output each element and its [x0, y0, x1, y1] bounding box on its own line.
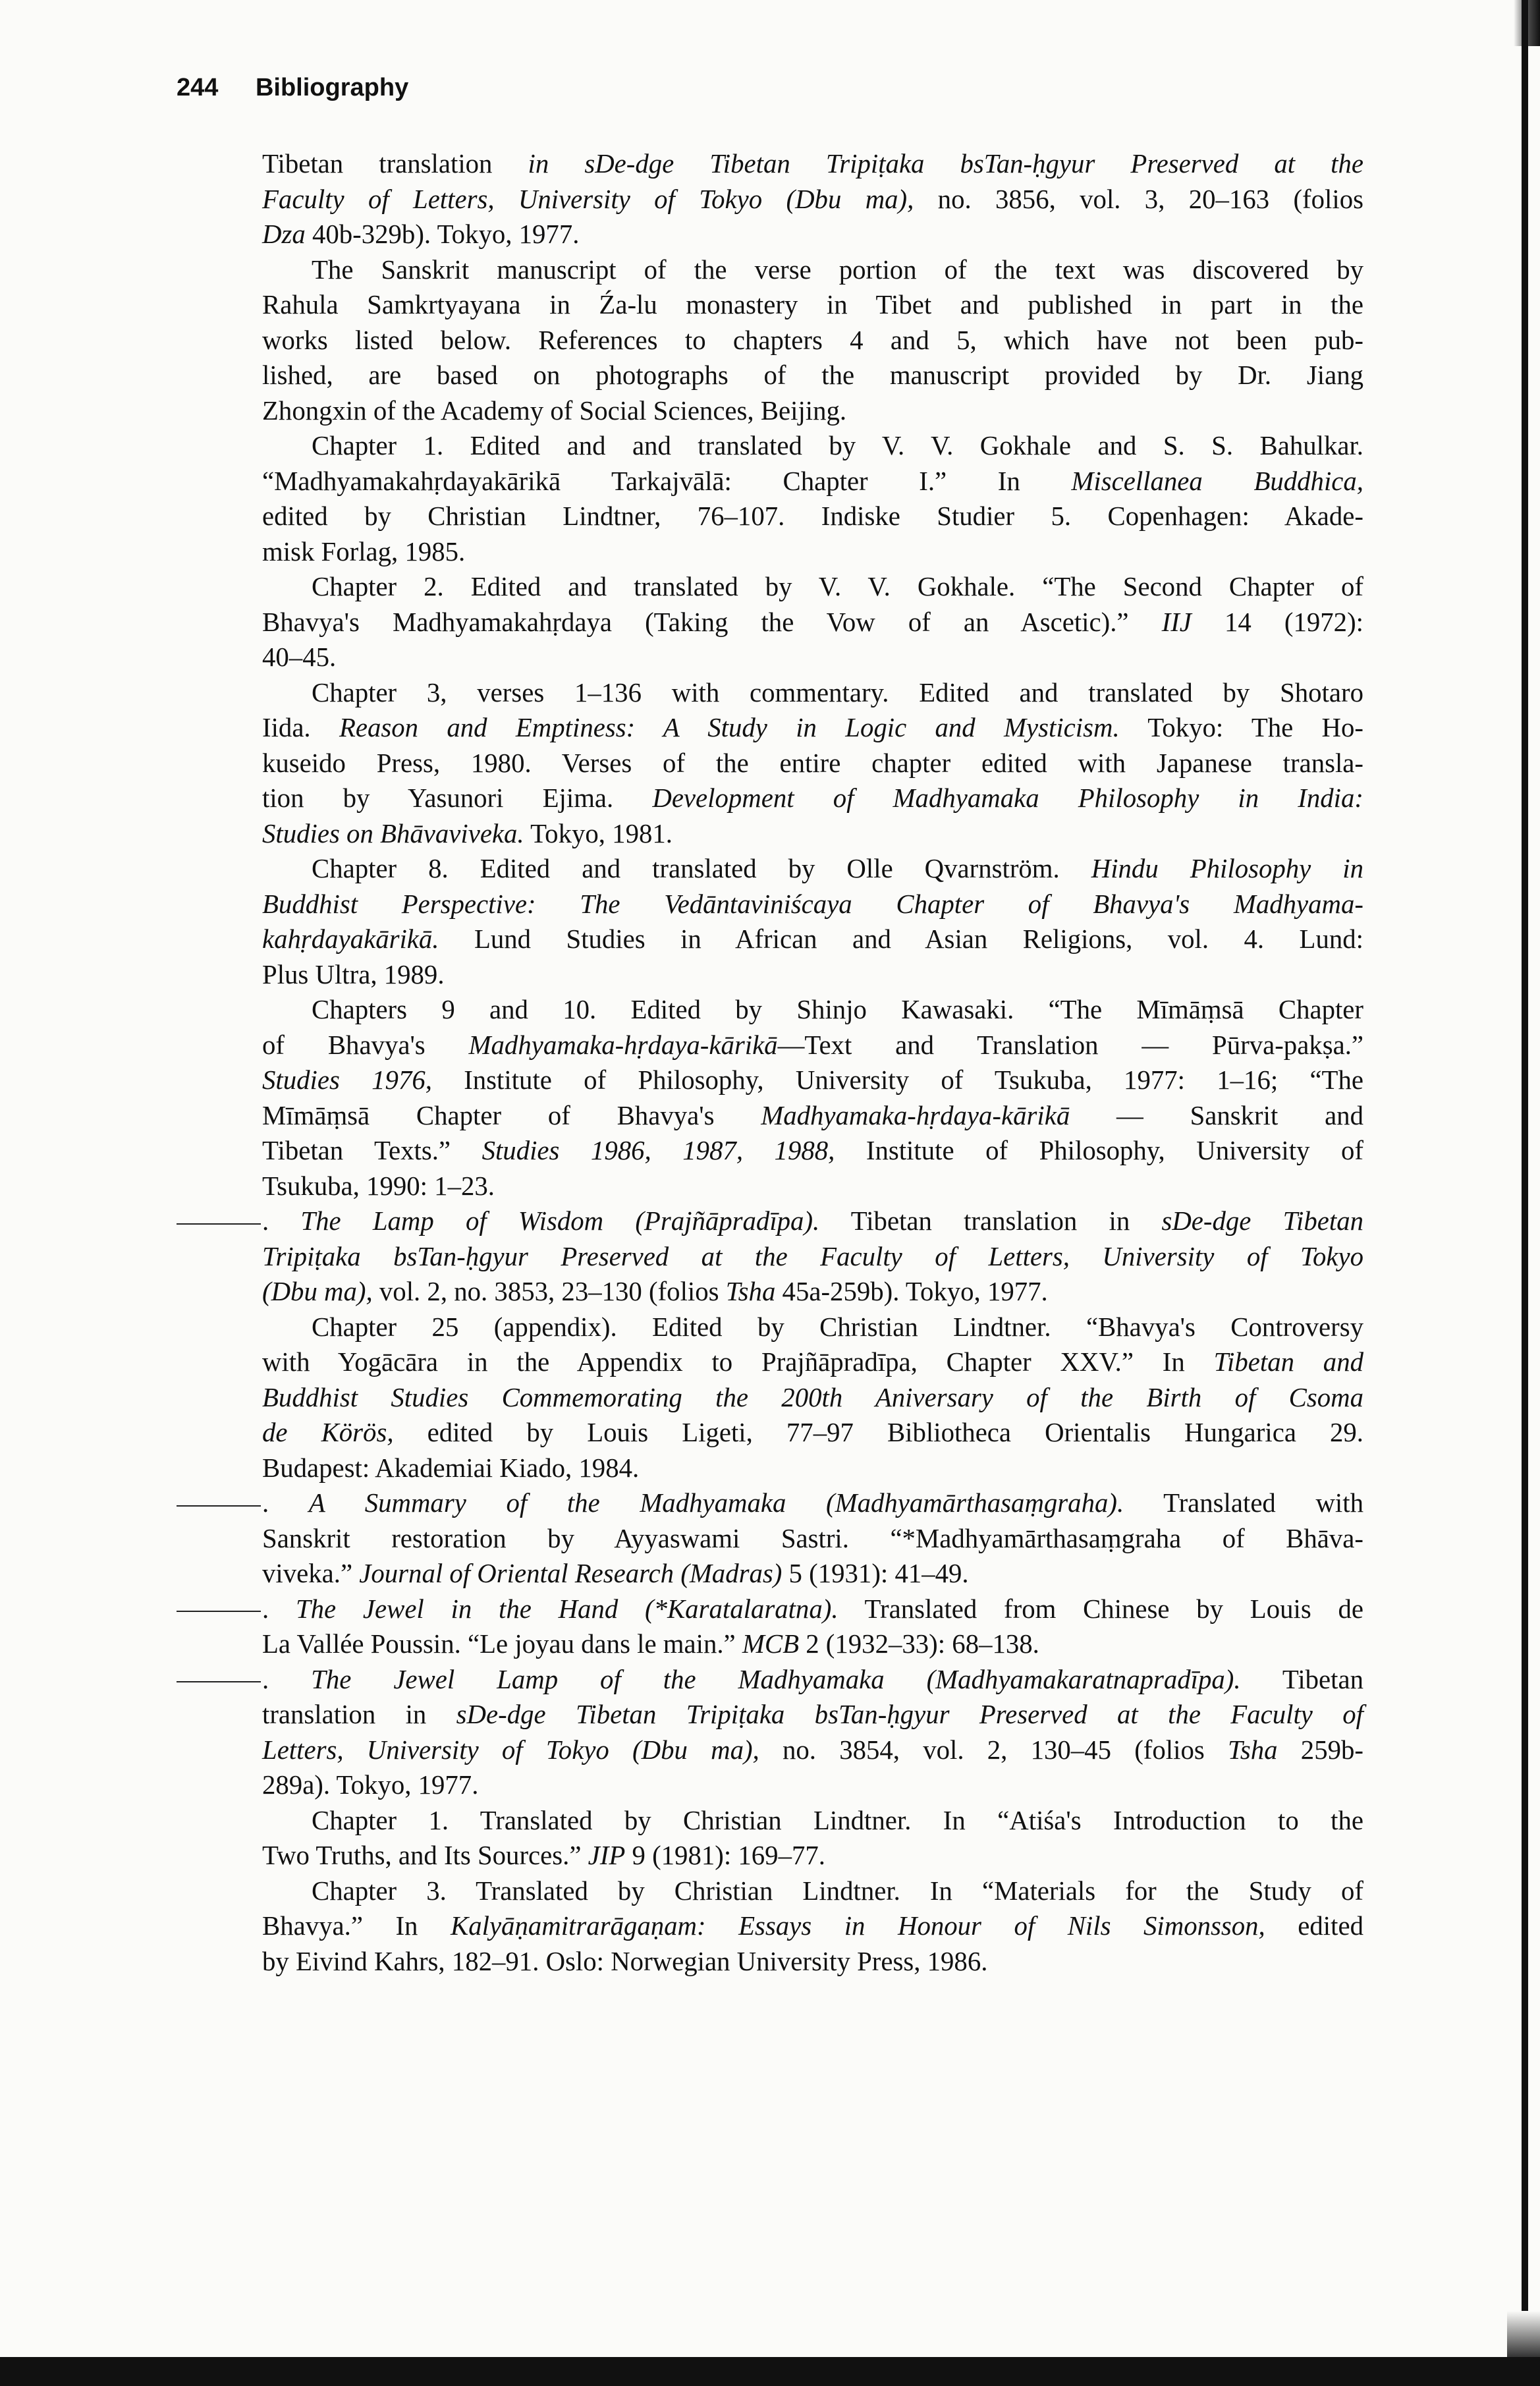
scan-edge-right	[1522, 0, 1528, 2345]
text-line	[262, 1733, 1363, 1768]
citation-text: vol. 2, no. 3853, 23–130 (folios	[372, 1277, 726, 1306]
page-number: 244	[177, 74, 219, 101]
italic-title-text: Development of Madhyamaka Philosophy in India:	[652, 783, 1363, 813]
italic-title-text: MCB	[742, 1629, 799, 1659]
citation-text: 9 (1981): 169–77.	[625, 1841, 825, 1870]
italic-title-text: Studies on Bhāvaviveka.	[262, 818, 524, 848]
text-line	[262, 1697, 1363, 1733]
citation-text: Translated with	[1124, 1488, 1364, 1518]
italic-title-text: (Dbu ma),	[262, 1277, 373, 1306]
bibliography-text	[262, 146, 1363, 1979]
citation-text: translation in	[262, 1700, 456, 1729]
text-line	[262, 1310, 1363, 1345]
citation-text: Chapter 3. Translated by Christian Lindtner. In “Materials for the Study of	[312, 1875, 1363, 1906]
text-line	[262, 1274, 1363, 1310]
italic-title-text: Madhyamaka-hṛdaya-kārikā	[468, 1030, 778, 1060]
author-repeat-dash	[177, 1223, 261, 1225]
italic-title-text: Faculty of Letters, University of Tokyo (Dbu ma),	[262, 184, 914, 214]
citation-text: Tibetan	[1240, 1664, 1363, 1694]
citation-text: Iida.	[262, 713, 339, 742]
italic-title-text: Studies 1986, 1987, 1988,	[481, 1136, 835, 1165]
citation-text: Bhavya's Madhyamakahṛdaya (Taking the Vow of an Ascetic).”	[262, 607, 1162, 637]
text-line	[262, 1626, 1363, 1662]
text-line	[177, 1592, 1363, 1627]
running-head-title: Bibliography	[255, 74, 409, 101]
text-line	[262, 393, 1363, 429]
citation-text: Tibetan translation in	[819, 1206, 1162, 1236]
text-line	[262, 146, 1363, 182]
text-line	[262, 1239, 1363, 1275]
italic-title-text: Letters, University of Tokyo (Dbu ma),	[262, 1734, 759, 1765]
italic-title-text: Miscellanea Buddhica,	[1071, 466, 1363, 496]
text-line	[262, 1556, 1363, 1592]
citation-text: Budapest: Akademiai Kiado, 1984.	[262, 1453, 640, 1483]
text-line	[262, 287, 1363, 323]
citation-text: Chapter 1. Translated by Christian Lindtner. In “Atiśa's Introduction to the	[312, 1805, 1363, 1835]
citation-text: Institute of Philosophy, University of Tsukuba, 1977: 1–16; “The	[431, 1065, 1363, 1095]
text-line	[262, 1063, 1363, 1098]
text-line	[262, 1098, 1363, 1134]
italic-title-text: JIP	[588, 1841, 626, 1870]
citation-text: 40–45.	[262, 642, 337, 672]
citation-text: with Yogācāra in the Appendix to Prajñāpradīpa, Chapter XXV.” In	[262, 1347, 1214, 1377]
author-repeat-dash	[177, 1505, 261, 1507]
text-line	[262, 710, 1363, 746]
italic-title-text: sDe-dge Tibetan	[1161, 1206, 1364, 1236]
text-line	[262, 217, 1363, 252]
citation-text: no. 3854, vol. 2, 130–45 (folios	[759, 1734, 1228, 1765]
text-line	[262, 1415, 1363, 1451]
citation-text: Translated from Chinese by Louis de	[838, 1594, 1363, 1624]
citation-text: .	[262, 1488, 309, 1518]
text-line	[262, 746, 1363, 781]
citation-text: Chapter 3, verses 1–136 with commentary. Edited and translated by Shotaro	[312, 677, 1363, 707]
citation-text: Chapter 2. Edited and translated by V. V. Gokhale. “The Second Chapter of	[312, 572, 1363, 601]
italic-title-text: kahṛdayakārikā.	[262, 924, 439, 954]
text-line	[262, 957, 1363, 993]
text-line	[262, 1873, 1363, 1909]
citation-text: Zhongxin of the Academy of Social Sciences, Beijing.	[262, 395, 847, 426]
text-line	[262, 182, 1363, 217]
text-line	[262, 534, 1363, 570]
text-line	[262, 1451, 1363, 1486]
citation-text: Chapter 25 (appendix). Edited by Christian Lindtner. “Bhavya's Controversy	[312, 1312, 1363, 1342]
italic-title-text: Buddhist Perspective: The Vedāntaviniścaya Chapter of Bhavya's Madhyama-	[262, 889, 1363, 919]
text-line	[262, 605, 1363, 640]
text-line	[262, 252, 1363, 288]
italic-title-text: Hindu Philosophy in	[1091, 854, 1363, 883]
italic-title-text: Studies 1976,	[262, 1065, 432, 1095]
citation-text: Rahula Samkrtyayana in Źa-lu monastery in Tibet and published in part in the	[262, 290, 1363, 319]
citation-text: .	[262, 1206, 301, 1236]
citation-text: lished, are based on photographs of the manuscript provided by Dr. Jiang	[262, 360, 1363, 390]
citation-text: 289a). Tokyo, 1977.	[262, 1770, 479, 1800]
italic-title-text: Dza	[262, 219, 306, 249]
citation-text: by Eivind Kahrs, 182–91. Oslo: Norwegian University Press, 1986.	[262, 1946, 988, 1976]
text-line	[262, 1345, 1363, 1380]
text-line	[262, 1767, 1363, 1803]
text-line	[262, 781, 1363, 816]
author-repeat-dash	[177, 1681, 261, 1682]
citation-text: 5 (1931): 41–49.	[782, 1559, 969, 1588]
italic-title-text: Journal of Oriental Research (Madras)	[359, 1559, 783, 1588]
citation-text: .	[262, 1664, 312, 1694]
citation-text: Institute of Philosophy, University of	[835, 1136, 1363, 1165]
text-line	[177, 1485, 1363, 1521]
italic-title-text: Tsha	[725, 1277, 776, 1306]
italic-title-text: The Jewel Lamp of the Madhyamaka (Madhyamakaratnapradīpa).	[311, 1664, 1241, 1694]
text-line	[262, 358, 1363, 393]
citation-text: no. 3856, vol. 3, 20–163 (folios	[914, 184, 1363, 214]
citation-text: Tokyo: The Ho-	[1119, 713, 1364, 742]
citation-text: Plus Ultra, 1989.	[262, 959, 445, 989]
citation-text: viveka.”	[262, 1559, 360, 1588]
italic-title-text: Tibetan and	[1213, 1347, 1363, 1377]
italic-title-text: The Lamp of Wisdom (Prajñāpradīpa).	[300, 1206, 820, 1236]
italic-title-text: Kalyāṇamitrarāgaṇam: Essays in Honour of Nils Simonsson,	[451, 1911, 1265, 1941]
citation-text: edited	[1265, 1911, 1363, 1941]
scan-edge-bottom	[0, 2357, 1540, 2386]
citation-text: works listed below. References to chapters 4 and 5, which have not been pub-	[262, 325, 1363, 355]
text-line	[262, 428, 1363, 464]
text-line	[262, 992, 1363, 1028]
author-repeat-dash	[177, 1611, 261, 1612]
citation-text: Chapter 1. Edited and and translated by V. V. Gokhale and S. S. Bahulkar.	[312, 431, 1363, 460]
text-line	[262, 1803, 1363, 1839]
text-line	[262, 851, 1363, 887]
italic-title-text: Buddhist Studies Commemorating the 200th Aniversary of the Birth of Csoma	[262, 1382, 1363, 1412]
text-line	[262, 323, 1363, 358]
citation-text: Tibetan Texts.”	[262, 1136, 482, 1165]
italic-title-text: Reason and Emptiness: A Study in Logic and Mysticism.	[339, 713, 1120, 742]
citation-text: Bhavya.” In	[262, 1911, 451, 1941]
citation-text: The Sanskrit manuscript of the verse portion of the text was discovered by	[312, 254, 1363, 285]
text-line	[262, 1380, 1363, 1416]
citation-text: of Bhavya's	[262, 1030, 469, 1060]
text-line	[262, 1521, 1363, 1557]
italic-title-text: in sDe-dge Tibetan Tripiṭaka bsTan-ḥgyur Preserved at the	[528, 149, 1363, 179]
text-line	[262, 816, 1363, 852]
text-line	[262, 675, 1363, 711]
italic-title-text: sDe-dge Tibetan Tripiṭaka bsTan-ḥgyur Preserved at the Faculty of	[456, 1700, 1363, 1729]
citation-text: Lund Studies in African and Asian Religions, vol. 4. Lund:	[439, 924, 1363, 954]
italic-title-text: Madhyamaka-hṛdaya-kārikā	[761, 1100, 1070, 1130]
citation-text: “Madhyamakahṛdayakārikā Tarkajvālā: Chapter I.” In	[262, 466, 1072, 496]
text-line	[262, 464, 1363, 499]
running-head	[177, 74, 408, 102]
citation-text: Chapters 9 and 10. Edited by Shinjo Kawasaki. “The Mīmāṃsā Chapter	[312, 995, 1363, 1024]
italic-title-text: de Körös,	[262, 1418, 394, 1447]
citation-text: Chapter 8. Edited and translated by Olle Qvarnström.	[312, 854, 1091, 883]
text-line	[262, 1169, 1363, 1204]
text-line	[177, 1662, 1363, 1698]
italic-title-text: Tsha	[1227, 1734, 1278, 1765]
citation-text: Tsukuba, 1990: 1–23.	[262, 1171, 495, 1201]
citation-text: —Text and Translation — Pūrva-pakṣa.”	[777, 1030, 1363, 1060]
citation-text: misk Forlag, 1985.	[262, 536, 466, 567]
text-line	[262, 922, 1363, 957]
citation-text: La Vallée Poussin. “Le joyau dans le main.”	[262, 1629, 742, 1659]
text-line	[262, 1908, 1363, 1944]
text-line	[262, 1838, 1363, 1873]
citation-text: Sanskrit restoration by Ayyaswami Sastri. “*Madhyamārthasaṃgraha of Bhāva-	[262, 1523, 1363, 1553]
citation-text: 259b-	[1277, 1734, 1363, 1765]
text-line	[262, 569, 1363, 605]
citation-text: kuseido Press, 1980. Verses of the entire chapter edited with Japanese transla-	[262, 748, 1363, 778]
citation-text: 40b-329b). Tokyo, 1977.	[305, 219, 580, 249]
citation-text: edited by Christian Lindtner, 76–107. Indiske Studier 5. Copenhagen: Akade-	[262, 501, 1363, 531]
scan-edge-shadow-bottom	[1507, 2311, 1540, 2357]
citation-text: Tibetan translation	[262, 149, 528, 179]
text-line	[262, 1028, 1363, 1063]
italic-title-text: Tripiṭaka bsTan-ḥgyur Preserved at the Faculty of Letters, University of Tokyo	[262, 1241, 1363, 1271]
citation-text: .	[262, 1594, 296, 1624]
text-line	[262, 887, 1363, 922]
citation-text: tion by Yasunori Ejima.	[262, 783, 653, 813]
citation-text: 45a-259b). Tokyo, 1977.	[775, 1277, 1048, 1306]
text-line	[262, 499, 1363, 534]
citation-text: Mīmāṃsā Chapter of Bhavya's	[262, 1100, 761, 1130]
text-line	[262, 1133, 1363, 1169]
text-line	[262, 1944, 1363, 1980]
citation-text: Tokyo, 1981.	[524, 818, 673, 848]
citation-text: 2 (1932–33): 68–138.	[799, 1629, 1039, 1659]
italic-title-text: IIJ	[1161, 607, 1192, 637]
citation-text: — Sanskrit and	[1070, 1100, 1363, 1130]
text-line	[177, 1204, 1363, 1239]
italic-title-text: A Summary of the Madhyamaka (Madhyamārthasaṃgraha).	[308, 1488, 1124, 1518]
citation-text: edited by Louis Ligeti, 77–97 Bibliotheca Orientalis Hungarica 29.	[393, 1418, 1363, 1447]
italic-title-text: The Jewel in the Hand (*Karatalaratna).	[295, 1594, 839, 1624]
text-line	[262, 640, 1363, 675]
citation-text: 14 (1972):	[1191, 607, 1363, 637]
citation-text: Two Truths, and Its Sources.”	[262, 1841, 588, 1870]
